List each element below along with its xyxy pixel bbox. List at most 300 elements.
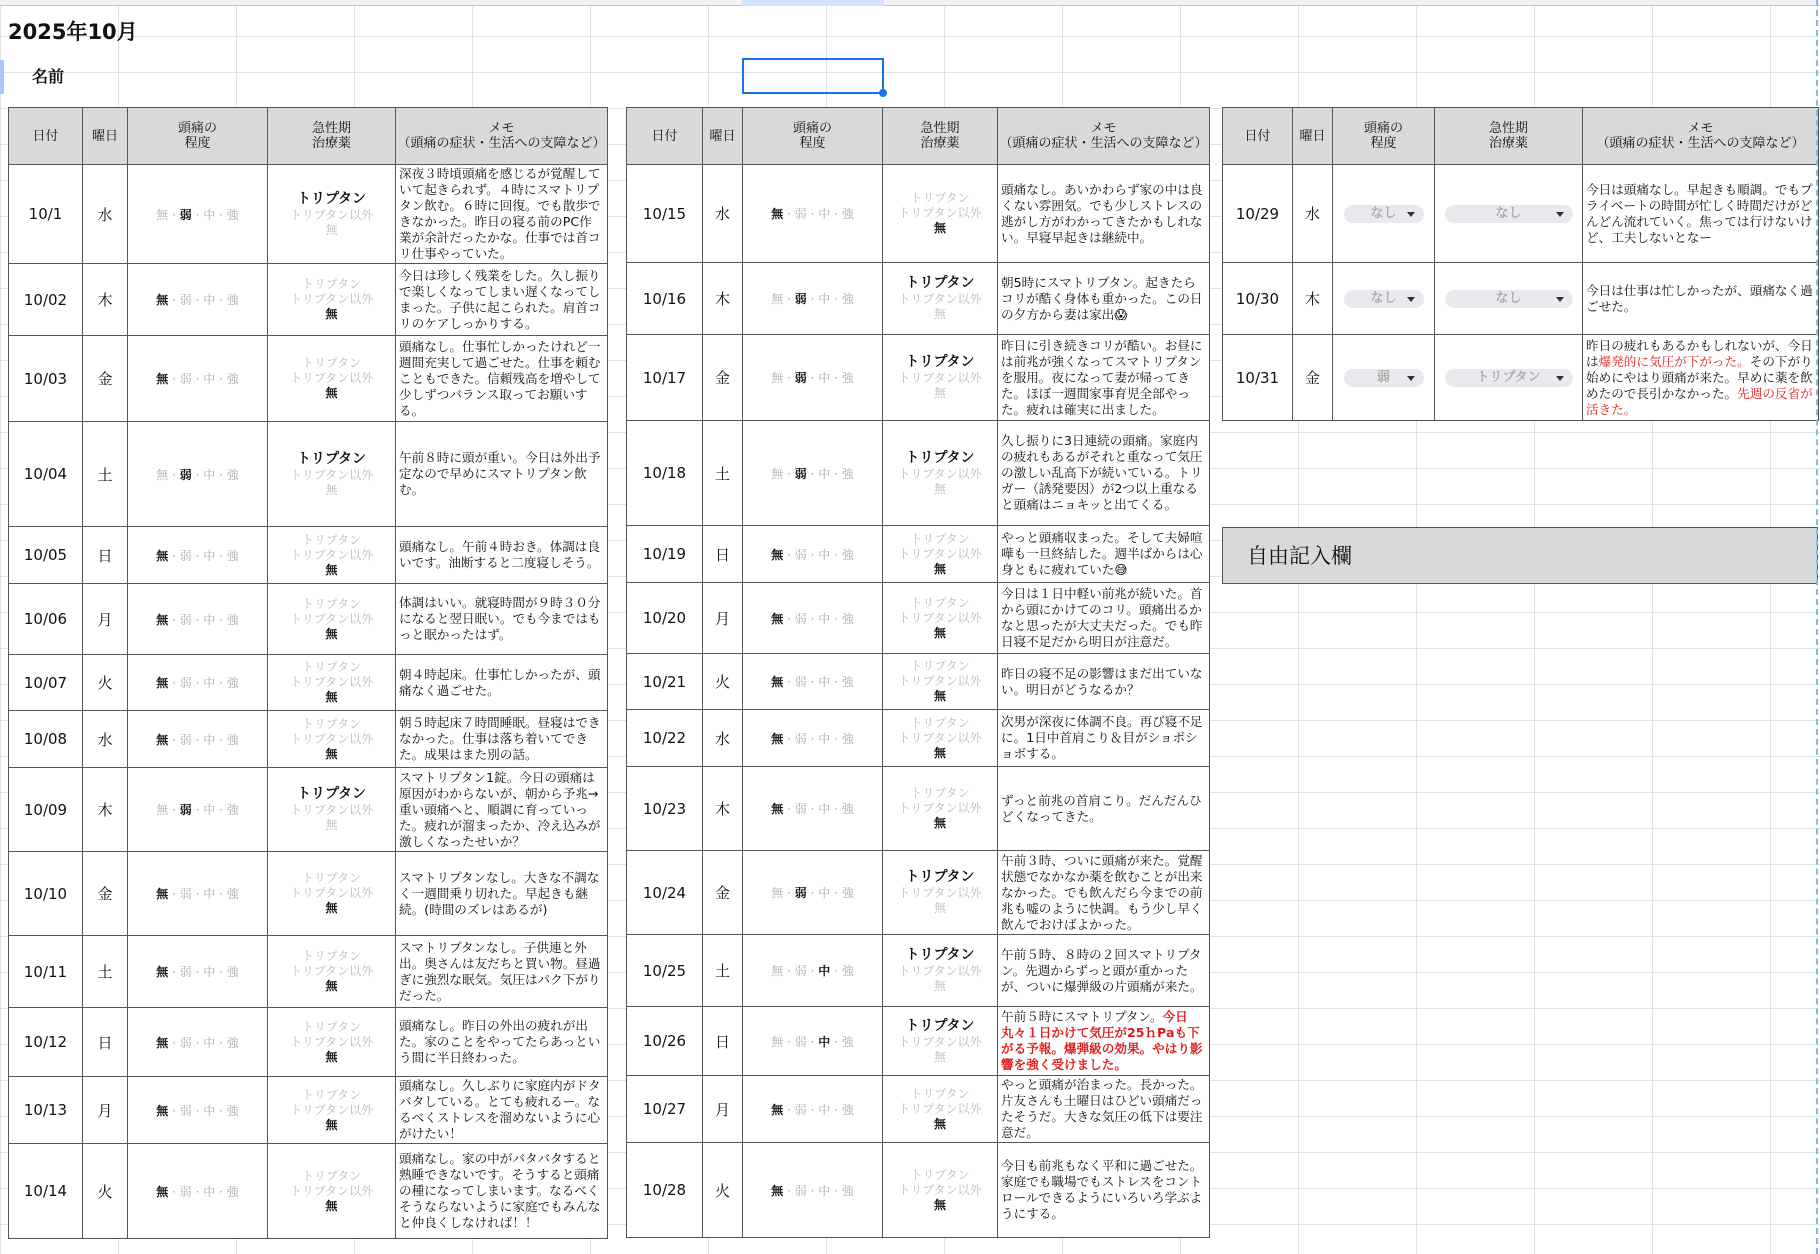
medicine-option[interactable]: トリプタン — [301, 532, 362, 547]
severity-cell[interactable] — [743, 851, 883, 935]
severity-option[interactable]: 弱 — [794, 207, 807, 221]
medicine-option[interactable]: トリプタン以外 — [898, 466, 982, 481]
medicine-option[interactable]: 無 — [325, 222, 338, 237]
severity-option[interactable]: 強 — [841, 731, 854, 746]
memo-cell[interactable] — [396, 711, 608, 768]
medicine-option[interactable]: トリプタン — [296, 450, 367, 467]
medicine-option[interactable]: トリプタン以外 — [898, 1034, 982, 1049]
medicine-option[interactable]: 無 — [933, 221, 946, 235]
medicine-option[interactable]: トリプタン以外 — [289, 292, 374, 306]
severity-cell[interactable] — [128, 584, 268, 655]
weekday-cell[interactable]: 火 — [703, 1143, 743, 1238]
medicine-cell[interactable] — [883, 335, 998, 421]
severity-option[interactable]: 弱 — [179, 372, 192, 386]
medicine-dropdown-cell[interactable] — [1435, 165, 1583, 263]
medicine-option[interactable]: トリプタン以外 — [289, 207, 374, 222]
medicine-option[interactable]: トリプタン — [905, 449, 975, 466]
severity-option[interactable]: 強 — [841, 886, 854, 900]
severity-option[interactable]: 弱 — [794, 547, 807, 562]
medicine-cell[interactable] — [268, 264, 396, 336]
severity-dropdown-cell[interactable] — [1333, 165, 1435, 263]
severity-option[interactable]: 強 — [841, 1183, 854, 1198]
medicine-option[interactable]: トリプタン以外 — [289, 886, 374, 900]
weekday-cell[interactable]: 月 — [83, 1077, 128, 1144]
medicine-option[interactable]: トリプタン以外 — [289, 1183, 374, 1198]
severity-option[interactable]: 中 — [818, 731, 831, 746]
severity-option[interactable]: 中 — [203, 887, 216, 901]
medicine-option[interactable]: 無 — [933, 1049, 946, 1064]
severity-option[interactable]: 強 — [226, 803, 239, 817]
severity-option[interactable]: 無 — [771, 731, 784, 746]
severity-option[interactable]: 弱 — [179, 612, 192, 627]
memo-cell[interactable] — [396, 655, 608, 711]
severity-dropdown[interactable]: 弱 — [1344, 369, 1424, 387]
severity-option[interactable]: 弱 — [794, 964, 807, 978]
medicine-cell[interactable] — [883, 654, 998, 710]
memo-cell[interactable] — [998, 526, 1210, 583]
severity-cell[interactable] — [743, 421, 883, 526]
date-cell[interactable]: 10/28 — [627, 1143, 703, 1238]
medicine-cell[interactable] — [883, 263, 998, 335]
medicine-option[interactable]: トリプタン以外 — [289, 547, 374, 562]
weekday-cell[interactable]: 日 — [703, 1007, 743, 1076]
severity-cell[interactable] — [128, 422, 268, 527]
severity-option[interactable]: 無 — [156, 965, 169, 979]
severity-option[interactable]: 無 — [156, 803, 169, 817]
medicine-option[interactable]: 無 — [325, 482, 338, 497]
severity-option[interactable]: 弱 — [179, 293, 192, 307]
medicine-option[interactable]: トリプタン以外 — [289, 675, 374, 689]
medicine-cell[interactable] — [268, 655, 396, 711]
severity-option[interactable]: 中 — [203, 467, 216, 482]
date-cell[interactable]: 10/21 — [627, 654, 703, 710]
severity-cell[interactable] — [743, 1007, 883, 1076]
severity-option[interactable]: 中 — [818, 964, 831, 978]
medicine-cell[interactable] — [268, 527, 396, 584]
medicine-dropdown[interactable]: なし — [1445, 205, 1573, 223]
medicine-option[interactable]: トリプタン — [910, 786, 970, 800]
medicine-option[interactable]: トリプタン — [301, 1087, 362, 1102]
severity-option[interactable]: 弱 — [179, 1103, 192, 1118]
memo-cell[interactable] — [998, 851, 1210, 935]
medicine-option[interactable]: 無 — [325, 746, 338, 761]
severity-cell[interactable] — [128, 1144, 268, 1239]
severity-option[interactable]: 無 — [771, 886, 784, 900]
severity-cell[interactable] — [743, 335, 883, 421]
severity-option[interactable]: 無 — [771, 964, 784, 978]
severity-option[interactable]: 強 — [226, 887, 239, 901]
severity-option[interactable]: 弱 — [179, 887, 192, 901]
severity-option[interactable]: 弱 — [794, 886, 807, 900]
severity-cell[interactable] — [743, 1143, 883, 1238]
severity-option[interactable]: 弱 — [179, 676, 192, 690]
severity-cell[interactable] — [128, 936, 268, 1008]
severity-dropdown-cell[interactable] — [1333, 335, 1435, 421]
medicine-option[interactable]: 無 — [933, 386, 946, 400]
date-cell[interactable]: 10/03 — [9, 336, 83, 422]
severity-option[interactable]: 無 — [156, 293, 169, 307]
severity-option[interactable]: 無 — [156, 548, 169, 563]
medicine-cell[interactable] — [268, 768, 396, 852]
severity-option[interactable]: 強 — [841, 547, 854, 562]
medicine-dropdown-cell[interactable] — [1435, 335, 1583, 421]
medicine-option[interactable]: トリプタン — [910, 1167, 970, 1182]
severity-option[interactable]: 中 — [818, 371, 831, 385]
medicine-cell[interactable] — [268, 1077, 396, 1144]
medicine-dropdown[interactable]: トリプタン — [1445, 369, 1573, 387]
severity-option[interactable]: 弱 — [794, 731, 807, 746]
severity-cell[interactable] — [128, 655, 268, 711]
date-cell[interactable]: 10/24 — [627, 851, 703, 935]
memo-cell[interactable] — [998, 767, 1210, 851]
severity-option[interactable]: 中 — [203, 372, 216, 386]
weekday-cell[interactable]: 日 — [83, 527, 128, 584]
severity-option[interactable]: 中 — [818, 292, 831, 306]
medicine-option[interactable]: トリプタン以外 — [898, 206, 982, 220]
severity-option[interactable]: 弱 — [794, 675, 807, 689]
severity-option[interactable]: 弱 — [179, 965, 192, 979]
date-cell[interactable]: 10/27 — [627, 1076, 703, 1143]
medicine-option[interactable]: トリプタン — [910, 191, 970, 205]
weekday-cell[interactable]: 木 — [1293, 263, 1333, 335]
date-cell[interactable]: 10/1 — [9, 165, 83, 264]
severity-option[interactable]: 中 — [203, 965, 216, 979]
severity-option[interactable]: 無 — [156, 1035, 169, 1050]
memo-cell[interactable] — [396, 852, 608, 936]
weekday-cell[interactable]: 水 — [1293, 165, 1333, 263]
medicine-option[interactable]: 無 — [325, 307, 338, 321]
medicine-option[interactable]: トリプタン — [301, 596, 362, 611]
memo-cell[interactable] — [998, 1076, 1210, 1143]
severity-option[interactable]: 強 — [226, 1103, 239, 1118]
severity-option[interactable]: 強 — [226, 965, 239, 979]
date-cell[interactable]: 10/18 — [627, 421, 703, 526]
severity-option[interactable]: 弱 — [794, 292, 807, 306]
medicine-option[interactable]: トリプタン以外 — [289, 803, 374, 817]
memo-cell[interactable] — [998, 1143, 1210, 1238]
medicine-cell[interactable] — [883, 1076, 998, 1143]
severity-option[interactable]: 中 — [818, 466, 831, 481]
medicine-cell[interactable] — [883, 583, 998, 654]
medicine-cell[interactable] — [883, 1143, 998, 1238]
severity-cell[interactable] — [743, 767, 883, 851]
medicine-option[interactable]: 無 — [933, 1197, 946, 1212]
date-cell[interactable]: 10/05 — [9, 527, 83, 584]
memo-cell[interactable] — [998, 935, 1210, 1007]
severity-option[interactable]: 中 — [203, 803, 216, 817]
memo-cell[interactable] — [998, 263, 1210, 335]
memo-cell[interactable] — [396, 936, 608, 1008]
weekday-cell[interactable]: 木 — [83, 264, 128, 336]
severity-option[interactable]: 無 — [156, 1184, 169, 1199]
medicine-option[interactable]: トリプタン以外 — [289, 371, 374, 385]
date-cell[interactable]: 10/31 — [1223, 335, 1293, 421]
weekday-cell[interactable]: 土 — [83, 936, 128, 1008]
weekday-cell[interactable]: 土 — [703, 935, 743, 1007]
severity-option[interactable]: 強 — [226, 372, 239, 386]
severity-option[interactable]: 中 — [203, 1035, 216, 1050]
severity-option[interactable]: 弱 — [794, 802, 807, 816]
severity-option[interactable]: 強 — [226, 1035, 239, 1050]
memo-cell[interactable] — [998, 583, 1210, 654]
severity-option[interactable]: 無 — [771, 1183, 784, 1198]
medicine-option[interactable]: トリプタン以外 — [898, 730, 982, 745]
medicine-option[interactable]: 無 — [325, 562, 338, 577]
medicine-option[interactable]: トリプタン以外 — [898, 1182, 982, 1197]
medicine-option[interactable]: トリプタン以外 — [898, 371, 982, 385]
severity-option[interactable]: 中 — [203, 548, 216, 563]
memo-cell[interactable] — [396, 165, 608, 264]
medicine-option[interactable]: トリプタン — [905, 354, 975, 370]
medicine-cell[interactable] — [883, 1007, 998, 1076]
memo-cell[interactable] — [998, 654, 1210, 710]
medicine-option[interactable]: トリプタン以外 — [898, 546, 982, 561]
medicine-option[interactable]: 無 — [325, 1049, 338, 1064]
severity-option[interactable]: 無 — [771, 1102, 784, 1117]
severity-option[interactable]: 無 — [156, 1103, 169, 1118]
severity-option[interactable]: 弱 — [179, 1184, 192, 1199]
severity-option[interactable]: 無 — [771, 207, 784, 221]
weekday-cell[interactable]: 日 — [83, 1008, 128, 1077]
memo-cell[interactable] — [396, 527, 608, 584]
memo-cell[interactable] — [998, 165, 1210, 263]
weekday-cell[interactable]: 水 — [83, 165, 128, 264]
severity-cell[interactable] — [743, 654, 883, 710]
medicine-option[interactable]: 無 — [933, 901, 946, 915]
severity-dropdown-cell[interactable] — [1333, 263, 1435, 335]
medicine-option[interactable]: トリプタン — [301, 1168, 362, 1183]
date-cell[interactable]: 10/07 — [9, 655, 83, 711]
severity-option[interactable]: 強 — [841, 371, 854, 385]
medicine-option[interactable]: 無 — [933, 745, 946, 760]
severity-option[interactable]: 強 — [226, 732, 239, 747]
severity-option[interactable]: 無 — [156, 676, 169, 690]
weekday-cell[interactable]: 土 — [83, 422, 128, 527]
severity-cell[interactable] — [128, 768, 268, 852]
memo-cell[interactable] — [396, 768, 608, 852]
severity-option[interactable]: 中 — [203, 612, 216, 627]
medicine-option[interactable]: トリプタン — [910, 1086, 970, 1101]
severity-option[interactable]: 無 — [771, 611, 784, 626]
severity-cell[interactable] — [128, 1077, 268, 1144]
severity-option[interactable]: 中 — [203, 207, 216, 222]
medicine-option[interactable]: トリプタン — [905, 947, 975, 963]
medicine-option[interactable]: トリプタン — [910, 595, 970, 610]
severity-cell[interactable] — [743, 165, 883, 263]
weekday-cell[interactable]: 金 — [703, 335, 743, 421]
date-cell[interactable]: 10/14 — [9, 1144, 83, 1239]
medicine-cell[interactable] — [268, 936, 396, 1008]
severity-option[interactable]: 弱 — [794, 1034, 807, 1049]
memo-cell[interactable] — [396, 1144, 608, 1239]
medicine-cell[interactable] — [268, 584, 396, 655]
severity-option[interactable]: 弱 — [794, 1183, 807, 1198]
medicine-option[interactable]: トリプタン以外 — [898, 964, 982, 978]
medicine-cell[interactable] — [268, 1144, 396, 1239]
severity-option[interactable]: 弱 — [794, 371, 807, 385]
date-cell[interactable]: 10/08 — [9, 711, 83, 768]
date-cell[interactable]: 10/16 — [627, 263, 703, 335]
severity-option[interactable]: 弱 — [179, 548, 192, 563]
severity-option[interactable]: 弱 — [794, 611, 807, 626]
severity-option[interactable]: 強 — [841, 1034, 854, 1049]
medicine-option[interactable]: トリプタン — [905, 275, 975, 291]
severity-option[interactable]: 無 — [156, 887, 169, 901]
severity-option[interactable]: 無 — [771, 802, 784, 816]
date-cell[interactable]: 10/04 — [9, 422, 83, 527]
memo-cell[interactable] — [1583, 335, 1819, 421]
severity-option[interactable]: 中 — [203, 732, 216, 747]
severity-option[interactable]: 中 — [818, 675, 831, 689]
medicine-option[interactable]: トリプタン以外 — [289, 731, 374, 746]
severity-option[interactable]: 強 — [841, 675, 854, 689]
severity-cell[interactable] — [743, 1076, 883, 1143]
medicine-option[interactable]: トリプタン以外 — [898, 674, 982, 688]
memo-cell[interactable] — [396, 336, 608, 422]
severity-option[interactable]: 無 — [771, 675, 784, 689]
medicine-option[interactable]: 無 — [325, 901, 338, 915]
date-cell[interactable]: 10/26 — [627, 1007, 703, 1076]
date-cell[interactable]: 10/29 — [1223, 165, 1293, 263]
memo-cell[interactable] — [1583, 263, 1819, 335]
severity-cell[interactable] — [128, 336, 268, 422]
weekday-cell[interactable]: 木 — [703, 263, 743, 335]
severity-option[interactable]: 無 — [156, 207, 169, 222]
severity-option[interactable]: 中 — [818, 886, 831, 900]
medicine-option[interactable]: トリプタン以外 — [289, 467, 374, 482]
severity-option[interactable]: 無 — [771, 292, 784, 306]
medicine-cell[interactable] — [883, 421, 998, 526]
weekday-cell[interactable]: 金 — [83, 336, 128, 422]
weekday-cell[interactable]: 水 — [703, 710, 743, 767]
weekday-cell[interactable]: 火 — [703, 654, 743, 710]
medicine-cell[interactable] — [883, 526, 998, 583]
date-cell[interactable]: 10/10 — [9, 852, 83, 936]
severity-option[interactable]: 強 — [841, 964, 854, 978]
severity-option[interactable]: 強 — [226, 467, 239, 482]
severity-cell[interactable] — [128, 527, 268, 584]
weekday-cell[interactable]: 水 — [83, 711, 128, 768]
medicine-option[interactable]: 無 — [325, 690, 338, 704]
medicine-option[interactable]: 無 — [933, 481, 946, 496]
severity-option[interactable]: 弱 — [794, 1102, 807, 1117]
medicine-option[interactable]: トリプタン — [296, 786, 367, 802]
medicine-cell[interactable] — [883, 165, 998, 263]
severity-option[interactable]: 中 — [818, 1183, 831, 1198]
weekday-cell[interactable]: 金 — [703, 851, 743, 935]
medicine-option[interactable]: 無 — [325, 386, 338, 400]
severity-option[interactable]: 強 — [841, 466, 854, 481]
date-cell[interactable]: 10/17 — [627, 335, 703, 421]
weekday-cell[interactable]: 火 — [83, 1144, 128, 1239]
medicine-option[interactable]: 無 — [933, 307, 946, 321]
medicine-option[interactable]: トリプタン以外 — [898, 610, 982, 625]
memo-cell[interactable] — [998, 710, 1210, 767]
medicine-cell[interactable] — [268, 422, 396, 527]
date-cell[interactable]: 10/19 — [627, 526, 703, 583]
weekday-cell[interactable]: 水 — [703, 165, 743, 263]
severity-option[interactable]: 無 — [156, 372, 169, 386]
medicine-cell[interactable] — [268, 852, 396, 936]
medicine-option[interactable]: トリプタン — [301, 949, 362, 963]
medicine-cell[interactable] — [268, 711, 396, 768]
severity-option[interactable]: 弱 — [179, 732, 192, 747]
severity-option[interactable]: 無 — [771, 371, 784, 385]
medicine-option[interactable]: トリプタン — [301, 1019, 362, 1034]
severity-option[interactable]: 強 — [226, 207, 239, 222]
medicine-option[interactable]: トリプタン — [910, 659, 970, 673]
weekday-cell[interactable]: 月 — [83, 584, 128, 655]
medicine-option[interactable]: 無 — [933, 561, 946, 576]
date-cell[interactable]: 10/15 — [627, 165, 703, 263]
medicine-option[interactable]: トリプタン — [296, 190, 367, 207]
medicine-cell[interactable] — [268, 336, 396, 422]
date-cell[interactable]: 10/06 — [9, 584, 83, 655]
weekday-cell[interactable]: 土 — [703, 421, 743, 526]
medicine-option[interactable]: トリプタン — [301, 277, 362, 291]
medicine-option[interactable]: トリプタン以外 — [289, 1102, 374, 1117]
weekday-cell[interactable]: 金 — [1293, 335, 1333, 421]
selected-cell[interactable] — [742, 58, 884, 94]
medicine-option[interactable]: トリプタン — [301, 871, 362, 885]
medicine-option[interactable]: 無 — [325, 979, 338, 993]
severity-option[interactable]: 強 — [841, 292, 854, 306]
weekday-cell[interactable]: 日 — [703, 526, 743, 583]
date-cell[interactable]: 10/20 — [627, 583, 703, 654]
medicine-cell[interactable] — [268, 165, 396, 264]
medicine-cell[interactable] — [883, 935, 998, 1007]
memo-cell[interactable] — [998, 421, 1210, 526]
medicine-option[interactable]: トリプタン以外 — [898, 801, 982, 815]
medicine-dropdown[interactable]: なし — [1445, 290, 1573, 308]
severity-option[interactable]: 弱 — [179, 467, 192, 482]
severity-dropdown[interactable]: なし — [1344, 290, 1424, 308]
severity-cell[interactable] — [128, 852, 268, 936]
medicine-cell[interactable] — [268, 1008, 396, 1077]
date-cell[interactable]: 10/25 — [627, 935, 703, 1007]
medicine-option[interactable]: 無 — [933, 689, 946, 703]
severity-option[interactable]: 中 — [203, 1103, 216, 1118]
date-cell[interactable]: 10/11 — [9, 936, 83, 1008]
severity-option[interactable]: 弱 — [179, 1035, 192, 1050]
severity-option[interactable]: 強 — [841, 207, 854, 221]
severity-option[interactable]: 無 — [771, 466, 784, 481]
severity-option[interactable]: 強 — [841, 802, 854, 816]
date-cell[interactable]: 10/12 — [9, 1008, 83, 1077]
medicine-option[interactable]: トリプタン以外 — [898, 292, 982, 306]
severity-cell[interactable] — [743, 263, 883, 335]
memo-cell[interactable] — [396, 1077, 608, 1144]
medicine-option[interactable]: トリプタン — [301, 356, 362, 370]
severity-option[interactable]: 中 — [818, 611, 831, 626]
severity-option[interactable]: 中 — [203, 293, 216, 307]
severity-cell[interactable] — [128, 711, 268, 768]
severity-option[interactable]: 強 — [226, 1184, 239, 1199]
severity-option[interactable]: 強 — [226, 676, 239, 690]
weekday-cell[interactable]: 木 — [83, 768, 128, 852]
weekday-cell[interactable]: 火 — [83, 655, 128, 711]
column-header-bar[interactable] — [0, 0, 1820, 6]
date-cell[interactable]: 10/30 — [1223, 263, 1293, 335]
weekday-cell[interactable]: 月 — [703, 1076, 743, 1143]
severity-option[interactable]: 無 — [156, 467, 169, 482]
severity-option[interactable]: 中 — [203, 1184, 216, 1199]
severity-option[interactable]: 無 — [771, 547, 784, 562]
medicine-cell[interactable] — [883, 851, 998, 935]
severity-cell[interactable] — [743, 526, 883, 583]
medicine-option[interactable]: トリプタン以外 — [289, 611, 374, 626]
medicine-option[interactable]: トリプタン — [905, 1017, 975, 1034]
